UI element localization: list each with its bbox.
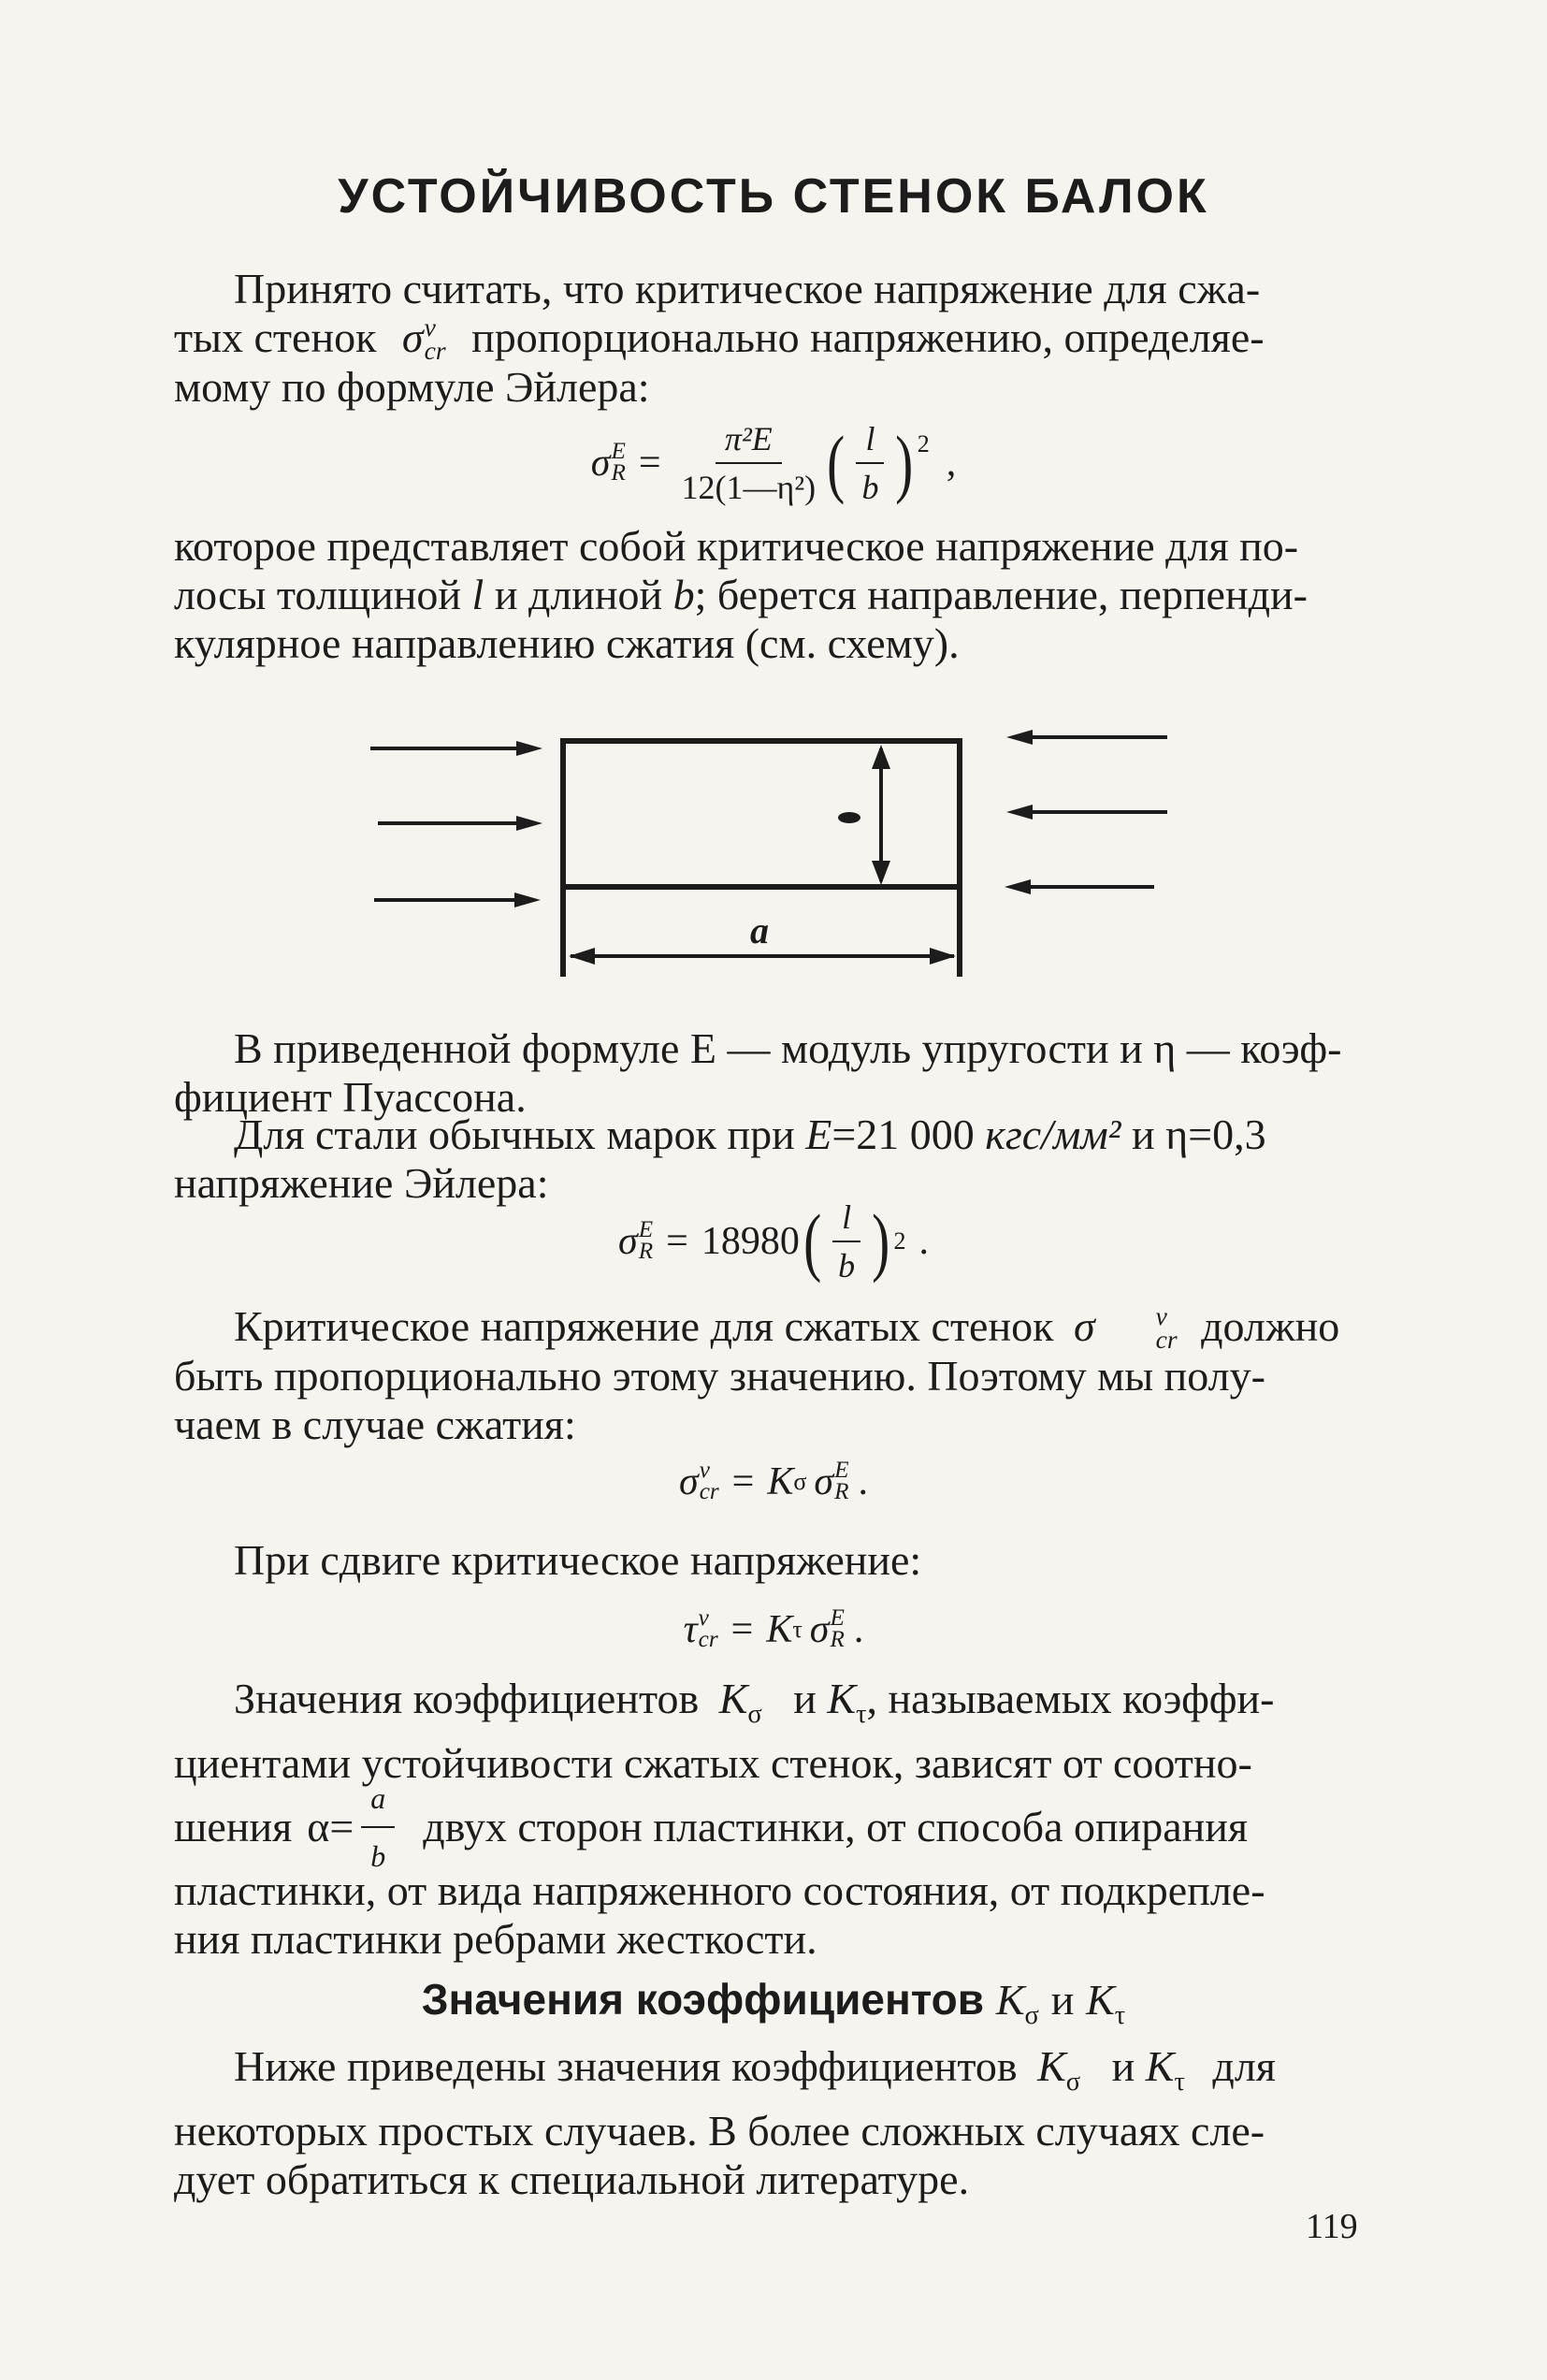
paragraph-definition <box>174 522 1362 668</box>
text-line: мому по формуле Эйлера: <box>174 363 650 412</box>
paragraph-notation <box>174 1024 1362 1122</box>
paragraph-intro <box>174 265 1362 412</box>
text-fragment: тых стенок <box>174 313 377 361</box>
text-line <box>174 312 1362 366</box>
text-line: Принято считать, что критическое напряжение для сжа- <box>234 265 1261 312</box>
fraction: $\frac{l}{b}$ <box>856 419 884 507</box>
left-arrows <box>370 741 542 907</box>
text-line: чаем в случае сжатия: <box>174 1400 576 1449</box>
paragraph-coefficients <box>174 1675 1362 1964</box>
text-line: Значения коэффициентов $K_\sigma$ и $K_\tau$, называемых коэффи- <box>234 1675 1275 1729</box>
text-line: кулярное направлению сжатия (см. схему). <box>174 619 960 667</box>
dimension-width <box>838 745 890 885</box>
text-line: фициент Пуассона. <box>174 1073 527 1121</box>
formula-compression: σ v cr = K σ σ E R . <box>678 1458 869 1504</box>
paragraph-steel <box>174 1110 1362 1208</box>
paragraph-shear <box>174 1536 1362 1585</box>
plate-rectangle <box>563 741 960 887</box>
text-line: напряжение Эйлера: <box>174 1159 549 1207</box>
text-line: дует обратиться к специальной литературе. <box>174 2155 970 2203</box>
text-line: Ниже приведены значения коэффициентов $K_\sigma$ и $K_\tau$ для <box>234 2042 1276 2097</box>
sigma-symbol: σ <box>590 442 611 485</box>
text-line: Критическое напряжение для сжатых стенок σ v cr должно <box>234 1301 1340 1355</box>
text-line: В приведенной формуле E — модуль упругости и η — коэф- <box>234 1024 1342 1072</box>
right-arrows <box>1005 730 1167 894</box>
denominator: 12(1—η²) <box>681 469 817 506</box>
fraction <box>682 419 817 507</box>
text-line: циентами устойчивости сжатых стенок, зависят от соотно- <box>174 1738 1252 1787</box>
sub-sup: E R <box>611 439 626 486</box>
paragraph-values <box>174 2042 1362 2204</box>
text-line: При сдвиге критическое напряжение: <box>234 1536 922 1584</box>
dimension-mark <box>838 812 860 823</box>
text-line: Для стали обычных марок при E=21 000 кгс/мм² и η=0,3 <box>234 1110 1266 1158</box>
text-fragment: пропорционально напряжению, определяе- <box>471 313 1265 361</box>
coefficient: 18980 <box>701 1220 800 1263</box>
text-line: которое представляет собой критическое напряжение для по- <box>174 522 1299 570</box>
formula-steel-euler: σ E R = 18980 ( $\frac{l}{b}$ ) 2 . <box>618 1198 929 1284</box>
sigma-symbol: σ <box>401 313 424 361</box>
equals-sign: = <box>638 442 661 485</box>
plate-compression-diagram <box>355 711 1197 992</box>
sub-sup: v cr <box>424 312 446 366</box>
numerator: π²E <box>716 419 782 464</box>
text-line: шения α = $\frac{a}{b}$ двух сторон пластинки, от способа опирания <box>174 1788 1362 1866</box>
page-number: 119 <box>1306 2207 1358 2246</box>
text-line: быть пропорционально этому значению. Поэтому мы полу- <box>174 1352 1265 1400</box>
formula-euler: σ E R = $\frac{\text{π²E}}{\text{12(1—η²)}}$ ( $\frac{l}{b}$ ) 2 , <box>590 420 957 506</box>
label-a: a <box>750 909 769 951</box>
formula-shear: τ v cr = K τ σ E R . <box>683 1605 864 1652</box>
section-title: Значения коэффициентов $K_\sigma$ и $K_\tau$ <box>421 1975 1126 2030</box>
text-line: пластинки, от вида напряженного состояния, от подкрепле- <box>174 1865 1265 1914</box>
page-title: УСТОЙЧИВОСТЬ СТЕНОК БАЛОК <box>338 169 1209 224</box>
paragraph-compression <box>174 1302 1362 1449</box>
text-line: некоторых простых случаев. В более сложных случаях сле- <box>174 2106 1265 2155</box>
text-line: лосы толщиной l и длиной b; берется направление, перпенди- <box>174 571 1308 618</box>
text-line: ния пластинки ребрами жесткости. <box>174 1914 817 1963</box>
